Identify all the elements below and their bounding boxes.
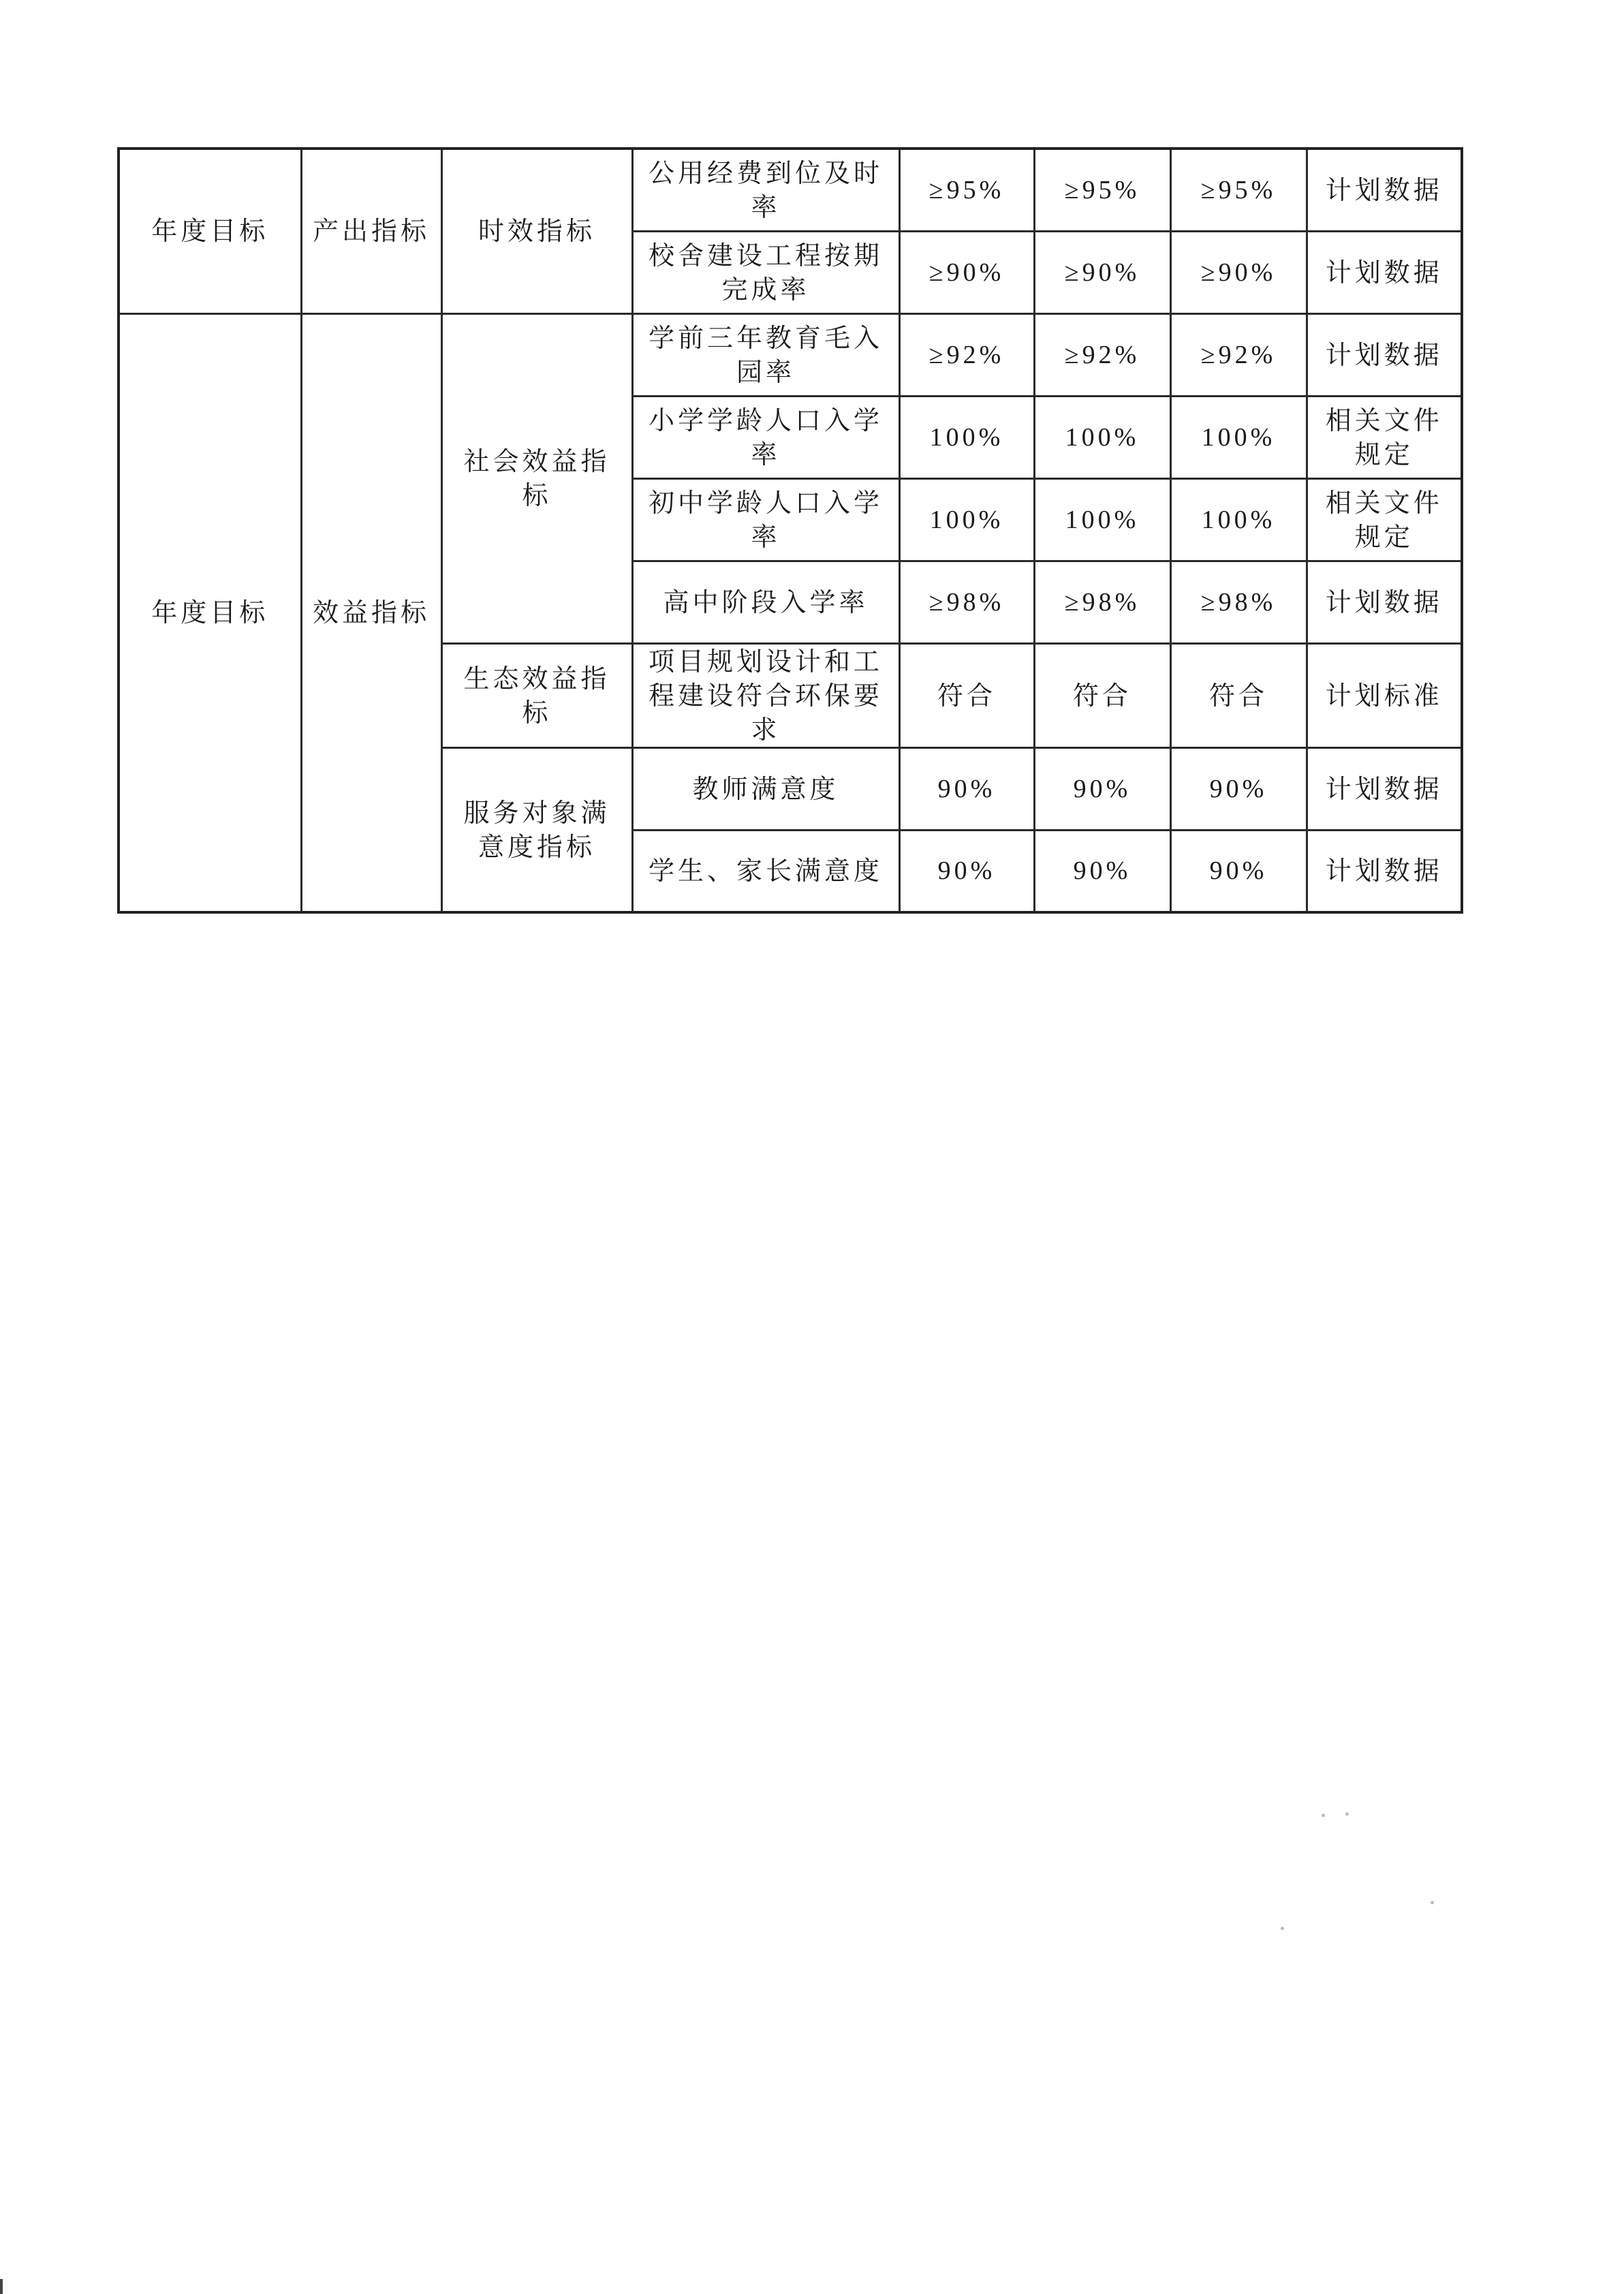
value-cell: 90% [1170,830,1307,912]
basis-cell: 计划标准 [1307,643,1462,747]
value-cell: ≥95% [1170,149,1307,231]
indicator-cell: 小学学龄人口入学率 [632,396,899,478]
level2-cell: 产出指标 [301,149,441,313]
level3-cell: 社会效益指标 [441,313,632,643]
value-cell: ≥95% [1034,149,1170,231]
indicator-cell: 公用经费到位及时率 [632,149,899,231]
basis-cell: 计划数据 [1307,231,1462,313]
value-cell: 100% [899,396,1034,478]
value-cell: ≥92% [899,313,1034,396]
scan-speck [1322,1814,1325,1817]
scan-speck [1345,1812,1349,1816]
value-cell: 100% [1170,478,1307,561]
value-cell: 符合 [1170,643,1307,747]
basis-cell: 相关文件规定 [1307,478,1462,561]
table-row [119,313,1462,396]
basis-cell: 计划数据 [1307,830,1462,912]
level3-cell: 服务对象满意度指标 [441,747,632,912]
value-cell: 100% [899,478,1034,561]
value-cell: ≥90% [899,231,1034,313]
indicator-cell: 学前三年教育毛入园率 [632,313,899,396]
value-cell: 90% [899,830,1034,912]
value-cell: ≥98% [899,561,1034,643]
indicator-cell: 初中学龄人口入学率 [632,478,899,561]
indicator-cell: 教师满意度 [632,747,899,830]
performance-indicator-table [117,147,1463,914]
level3-cell: 时效指标 [441,149,632,313]
basis-cell: 计划数据 [1307,313,1462,396]
basis-cell: 计划数据 [1307,561,1462,643]
value-cell: ≥92% [1034,313,1170,396]
table-row [119,149,1462,231]
value-cell: 符合 [899,643,1034,747]
value-cell: 100% [1034,478,1170,561]
scan-speck [1431,1901,1434,1904]
value-cell: 100% [1170,396,1307,478]
value-cell: ≥90% [1170,231,1307,313]
value-cell: 100% [1034,396,1170,478]
value-cell: ≥98% [1170,561,1307,643]
indicator-cell: 学生、家长满意度 [632,830,899,912]
value-cell: ≥95% [899,149,1034,231]
scan-edge-mark [0,2279,3,2294]
indicator-cell: 高中阶段入学率 [632,561,899,643]
value-cell: ≥98% [1034,561,1170,643]
value-cell: ≥92% [1170,313,1307,396]
value-cell: 90% [1170,747,1307,830]
basis-cell: 相关文件规定 [1307,396,1462,478]
level1-cell: 年度目标 [119,313,301,912]
level3-cell: 生态效益指标 [441,643,632,747]
indicator-cell: 项目规划设计和工程建设符合环保要求 [632,643,899,747]
value-cell: 90% [1034,747,1170,830]
value-cell: ≥90% [1034,231,1170,313]
basis-cell: 计划数据 [1307,149,1462,231]
value-cell: 90% [1034,830,1170,912]
scan-speck [1281,1927,1284,1930]
value-cell: 符合 [1034,643,1170,747]
level2-cell: 效益指标 [301,313,441,912]
value-cell: 90% [899,747,1034,830]
level1-cell: 年度目标 [119,149,301,313]
basis-cell: 计划数据 [1307,747,1462,830]
indicator-cell: 校舍建设工程按期完成率 [632,231,899,313]
